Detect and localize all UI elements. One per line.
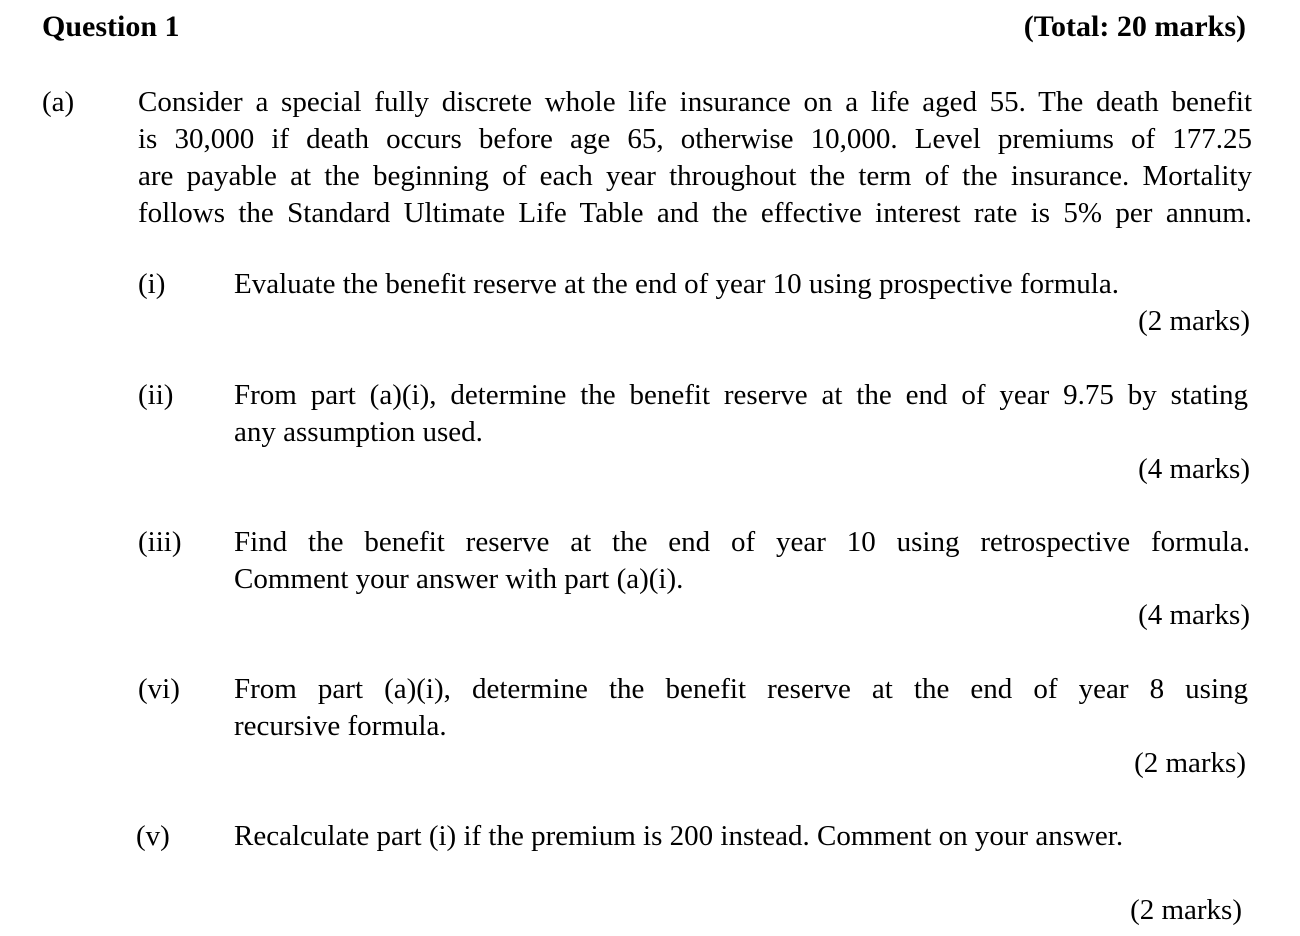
subpart-label: (vi) [138, 673, 180, 705]
subpart-text [234, 266, 1252, 303]
part-a-text [138, 84, 1252, 232]
subpart-line: Recalculate part (i) if the premium is 200 instead. Comment on your answer. [234, 820, 1124, 852]
subpart-line: Comment your answer with part (a)(i). [234, 563, 684, 595]
subpart-label: (i) [138, 268, 166, 300]
subpart-line: Find the benefit reserve at the end of year 10 using retrospective formula. [234, 526, 1250, 558]
subpart-line: From part (a)(i), determine the benefit reserve at the end of year 8 using [234, 673, 1248, 705]
subpart-marks: (4 marks) [1138, 599, 1250, 631]
part-a-line: follows the Standard Ultimate Life Table and the effective interest rate is 5% per annum. [138, 197, 1252, 229]
part-a-line: is 30,000 if death occurs before age 65, otherwise 10,000. Level premiums of 177.25 [138, 123, 1252, 155]
subpart-text [234, 377, 1248, 451]
subpart-text [234, 671, 1248, 745]
subpart-marks: (2 marks) [1138, 305, 1250, 337]
part-a-line: Consider a special fully discrete whole life insurance on a life aged 55. The death benefit [138, 86, 1252, 118]
subpart-label: (iii) [138, 526, 182, 558]
subpart-text [234, 818, 1234, 855]
subpart-line: Evaluate the benefit reserve at the end of year 10 using prospective formula. [234, 268, 1119, 300]
question-title: Question 1 [42, 10, 180, 43]
subpart-marks: (2 marks) [1134, 747, 1246, 779]
subpart-label: (ii) [138, 379, 174, 411]
subpart-marks: (4 marks) [1138, 453, 1250, 485]
subpart-line: From part (a)(i), determine the benefit reserve at the end of year 9.75 by stating [234, 379, 1248, 411]
part-a-line: are payable at the beginning of each year throughout the term of the insurance. Mortality [138, 160, 1252, 192]
part-a-label: (a) [42, 86, 75, 118]
total-marks: (Total: 20 marks) [1023, 10, 1246, 43]
subpart-line: any assumption used. [234, 416, 483, 448]
subpart-text [234, 524, 1250, 598]
subpart-line: recursive formula. [234, 710, 447, 742]
subpart-label: (v) [136, 820, 170, 852]
subpart-marks: (2 marks) [1130, 894, 1242, 926]
